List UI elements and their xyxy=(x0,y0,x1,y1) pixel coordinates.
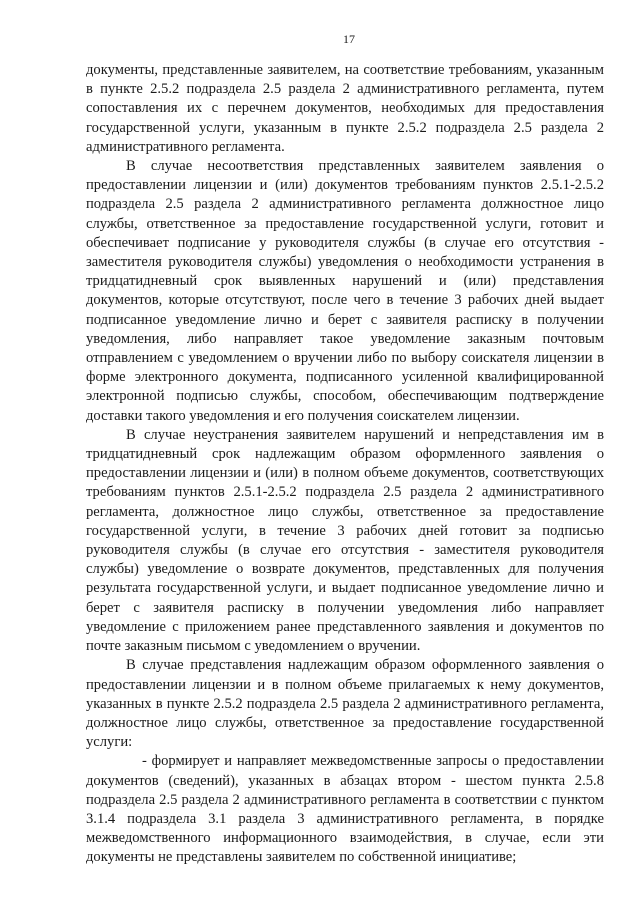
list-item-interagency-requests: - формирует и направляет межведомственные запросы о предоставлении документов (сведений), указанных в абзацах втором - шестом пункта 2.5.8 подраздела 2.5 раздела 2 административного регламента в соответствии с пунктом 3.1.4 подраздела 3.1 раздела 3 административного регламента, в порядке межведомственного информационного взаимодействия, в случае, если эти документы не представлены заявителем по собственной инициативе; xyxy=(86,753,604,866)
body-text xyxy=(86,61,604,868)
paragraph-return-documents: В случае неустранения заявителем нарушений и непредставления им в тридцатидневный срок надлежащим образом оформленного заявления о предоставлении лицензии и (или) в полном объеме документов, соответствующих требованиям пунктов 2.5.1-2.5.2 подраздела 2.5 раздела 2 административного регламента, должностное лицо службы, ответственное за предоставление государственной услуги, в течение 3 рабочих дней готовит за подписью руководителя службы (в случае его отсутствия - заместителя руководителя службы) уведомление о возврате документов, представленных для получения результата государственной услуги, и выдает подписанное уведомление лично и берет с заявителя расписку в получении уведомления либо направляет уведомление с приложением ранее представленного заявления и документов по почте заказным письмом с уведомлением о вручении. xyxy=(86,426,604,655)
paragraph-proper-application: В случае представления надлежащим образом оформленного заявления о предоставлении лицензии и в полном объеме прилагаемых к нему документов, указанных в пункте 2.5.2 подраздела 2.5 раздела 2 административного регламента, должностное лицо службы, ответственное за предоставление государственной услуги: xyxy=(86,657,604,751)
paragraph-nonconformity: В случае несоответствия представленных заявителем заявления о предоставлении лицензии и (или) документов требованиям пунктов 2.5.1-2.5.2 подраздела 2.5 раздела 2 административного регламента должностное лицо службы, ответственное за предоставление государственной услуги, готовит и обеспечивает подписание у руководителя службы (в случае его отсутствия - заместителя руководителя службы) уведомления о необходимости устранения в тридцатидневный срок выявленных нарушений и (или) представления документов, которые отсутствуют, после чего в течение 3 рабочих дней выдает подписанное уведомление лично и берет с заявителя расписку в получении уведомления, либо направляет такое уведомление заказным почтовым отправлением с уведомлением о вручении либо по выбору соискателя лицензии в форме электронного документа, подписанного усиленной квалифицированной электронной подписью службы, способом, обеспечивающим подтверждение доставки такого уведомления и его получения соискателем лицензии. xyxy=(86,158,604,424)
paragraph-continuation: документы, представленные заявителем, на соответствие требованиям, указанным в пункте 2.5.2 подраздела 2.5 раздела 2 административного регламента, путем сопоставления их с перечнем документов, необходимых для предоставления государственной услуги, указанным в пункте 2.5.2 подраздела 2.5 раздела 2 административного регламента. xyxy=(86,62,604,155)
page-number: 17 xyxy=(343,32,355,46)
